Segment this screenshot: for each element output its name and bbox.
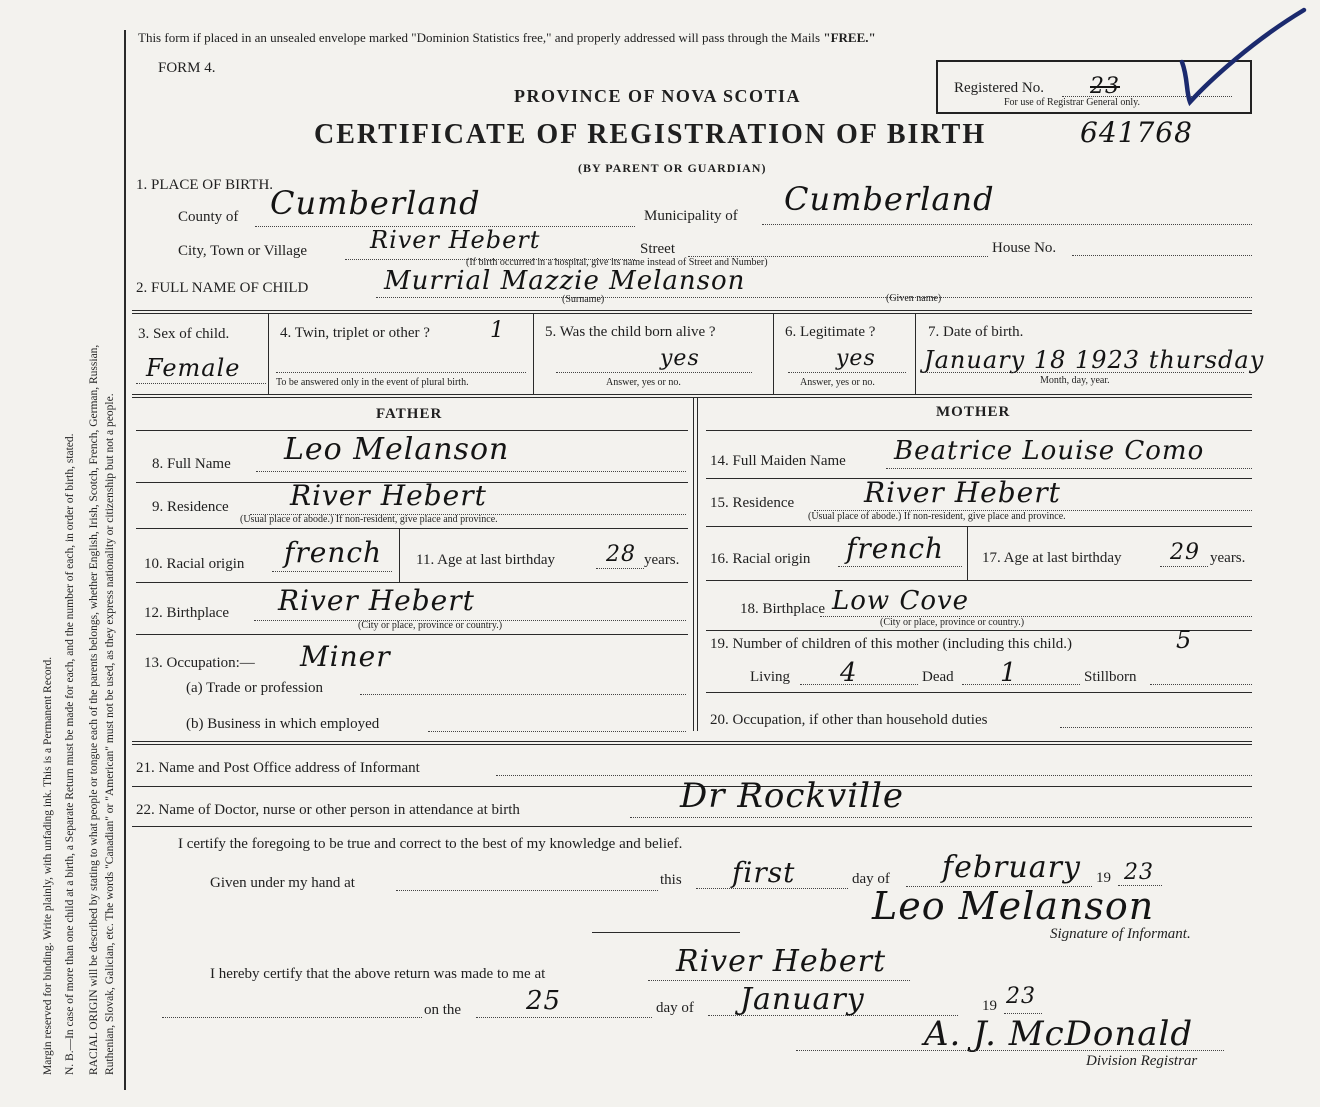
surname-note: (Surname)	[562, 294, 605, 305]
registrar-year-value: 23	[1006, 984, 1036, 1009]
certify-day-value: first	[732, 856, 796, 889]
mother-heading: MOTHER	[936, 404, 1011, 420]
child-name-value: Murrial Mazzie Melanson	[384, 266, 746, 296]
registrar-statement: I hereby certify that the above return was made to me at	[210, 966, 546, 982]
date-of-birth-note: Month, day, year.	[1040, 375, 1110, 386]
born-alive-label: 5. Was the child born alive ?	[545, 324, 716, 340]
mother-birthplace-note: (City or place, province or country.)	[880, 617, 1025, 628]
mother-residence-note: (Usual place of abode.) If non-resident, give place and province.	[808, 511, 1066, 522]
children-count-value: 5	[1176, 626, 1193, 654]
trade-label: (a) Trade or profession	[186, 680, 324, 696]
father-residence-note: (Usual place of abode.) If non-resident, give place and province.	[240, 514, 498, 525]
mother-racial-value: french	[846, 532, 945, 565]
certify-day-of-label: day of	[852, 871, 890, 887]
date-of-birth-value: January 18 1923 thursday	[924, 346, 1265, 374]
legitimate-note: Answer, yes or no.	[800, 377, 875, 388]
city-label: City, Town or Village	[178, 243, 308, 259]
registrar-signature-label: Division Registrar	[1086, 1053, 1198, 1069]
children-count-label: 19. Number of children of this mother (including this child.)	[710, 636, 1073, 652]
free-mark: "FREE."	[823, 30, 876, 45]
county-label: County of	[178, 209, 239, 225]
hospital-note: (If birth occurred in a hospital, give its name instead of Street and Number)	[466, 257, 768, 268]
date-of-birth-label: 7. Date of birth.	[928, 324, 1024, 340]
given-name-note: (Given name)	[886, 293, 942, 304]
father-name-label: 8. Full Name	[152, 456, 231, 472]
informant-signature: Leo Melanson	[872, 884, 1155, 928]
stillborn-label: Stillborn	[1084, 669, 1137, 685]
mother-age-label: 17. Age at last birthday	[982, 550, 1122, 566]
municipality-value: Cumberland	[784, 180, 995, 218]
municipality-label: Municipality of	[644, 208, 738, 224]
registered-value: 23	[1090, 74, 1120, 99]
this-label: this	[660, 872, 682, 888]
informant-signature-label: Signature of Informant.	[1050, 926, 1191, 942]
province-heading: PROVINCE OF NOVA SCOTIA	[514, 86, 802, 106]
doctor-value: Dr Rockville	[680, 776, 904, 816]
father-heading: FATHER	[376, 406, 443, 422]
father-residence-value: River Hebert	[290, 479, 487, 512]
born-alive-note: Answer, yes or no.	[606, 377, 681, 388]
sex-value: Female	[146, 354, 241, 382]
registrar-place-value: River Hebert	[676, 944, 887, 979]
father-age-value: 28	[606, 542, 636, 567]
living-label: Living	[750, 669, 790, 685]
twin-label: 4. Twin, triplet or other ?	[280, 325, 430, 341]
house-number-label: House No.	[992, 240, 1057, 256]
mother-racial-label: 16. Racial origin	[710, 551, 811, 567]
margin-binding-note: Margin reserved for binding. Write plainly, with unfading ink. This is a Permanent Record.	[42, 656, 54, 1075]
father-racial-value: french	[284, 536, 383, 569]
father-residence-label: 9. Residence	[152, 499, 229, 515]
city-value: River Hebert	[370, 226, 541, 254]
twin-note: To be answered only in the event of plural birth.	[276, 377, 469, 388]
father-birthplace-note: (City or place, province or country.)	[358, 620, 503, 631]
mother-residence-value: River Hebert	[864, 476, 1061, 509]
father-occupation-value: Miner	[300, 640, 391, 673]
father-birthplace-label: 12. Birthplace	[144, 605, 229, 621]
certify-year-prefix: 19	[1096, 870, 1111, 886]
margin-nationality-note: Ruthenian, Slovak, Galician, etc. The words "Canadian" or "American" must not be used, as they express nationality or citizenship but not a people.	[104, 393, 116, 1075]
mail-note: This form if placed in an unsealed envelope marked "Dominion Statistics free," and properly addressed will pass through the Mails "FREE."	[138, 30, 876, 45]
certify-statement: I certify the foregoing to be true and correct to the best of my knowledge and belief.	[178, 836, 683, 852]
legitimate-label: 6. Legitimate ?	[785, 324, 876, 340]
mother-age-unit: years.	[1210, 550, 1246, 566]
given-at-label: Given under my hand at	[210, 875, 355, 891]
registered-note: For use of Registrar General only.	[1004, 97, 1140, 108]
dead-label: Dead	[922, 669, 954, 685]
margin-racial-origin-note: RACIAL ORIGIN will be described by stating to what people or tongue each of the parents belongs, whether English, Irish, Scotch, French, German, Russian,	[88, 344, 100, 1075]
mother-name-value: Beatrice Louise Como	[894, 436, 1205, 466]
street-label: Street	[640, 241, 675, 257]
certify-year-value: 23	[1124, 860, 1154, 885]
father-age-label: 11. Age at last birthday	[416, 552, 555, 568]
form-number: FORM 4.	[158, 60, 216, 76]
legitimate-value: yes	[836, 346, 876, 371]
born-alive-value: yes	[660, 346, 700, 371]
mother-age-value: 29	[1170, 540, 1200, 565]
father-age-unit: years.	[644, 552, 680, 568]
twin-value: 1	[490, 318, 505, 343]
mother-occupation-label: 20. Occupation, if other than household duties	[710, 712, 988, 728]
father-racial-label: 10. Racial origin	[144, 556, 245, 572]
father-birthplace-value: River Hebert	[278, 584, 475, 617]
father-occupation-label: 13. Occupation:—	[144, 655, 255, 671]
dead-value: 1	[1000, 658, 1018, 688]
sex-label: 3. Sex of child.	[138, 326, 230, 342]
mother-birthplace-value: Low Cove	[832, 586, 970, 616]
child-name-label: 2. FULL NAME OF CHILD	[136, 280, 309, 296]
registrar-on-the-label: on the	[424, 1002, 462, 1018]
father-name-value: Leo Melanson	[284, 432, 510, 467]
registrar-day-of-label: day of	[656, 1000, 694, 1016]
check-mark-icon	[1170, 4, 1310, 108]
registrar-month-value: January	[740, 982, 865, 1017]
mother-name-label: 14. Full Maiden Name	[710, 453, 846, 469]
registrar-day-value: 25	[526, 986, 562, 1016]
registered-label: Registered No.	[954, 80, 1044, 96]
informant-label: 21. Name and Post Office address of Informant	[136, 760, 420, 776]
living-value: 4	[840, 658, 858, 688]
mother-residence-label: 15. Residence	[710, 495, 795, 511]
doctor-label: 22. Name of Doctor, nurse or other person in attendance at birth	[136, 802, 520, 818]
county-value: Cumberland	[270, 184, 481, 222]
mother-birthplace-label: 18. Birthplace	[740, 601, 825, 617]
place-of-birth-heading: 1. PLACE OF BIRTH.	[136, 177, 274, 193]
certificate-title: CERTIFICATE OF REGISTRATION OF BIRTH	[314, 119, 987, 150]
certificate-number: 641768	[1080, 116, 1193, 149]
registrar-year-prefix: 19	[982, 998, 997, 1014]
registrar-signature: A. J. McDonald	[924, 1014, 1194, 1054]
margin-separate-return-note: N. B.—In case of more than one child at a birth, a Separate Return must be made for each, and the number of each, in order of birth, stated.	[64, 433, 76, 1075]
binding-margin-rule	[124, 30, 126, 1090]
business-label: (b) Business in which employed	[186, 716, 380, 732]
certify-month-value: february	[942, 850, 1081, 885]
certificate-subtitle: (BY PARENT OR GUARDIAN)	[578, 161, 767, 175]
